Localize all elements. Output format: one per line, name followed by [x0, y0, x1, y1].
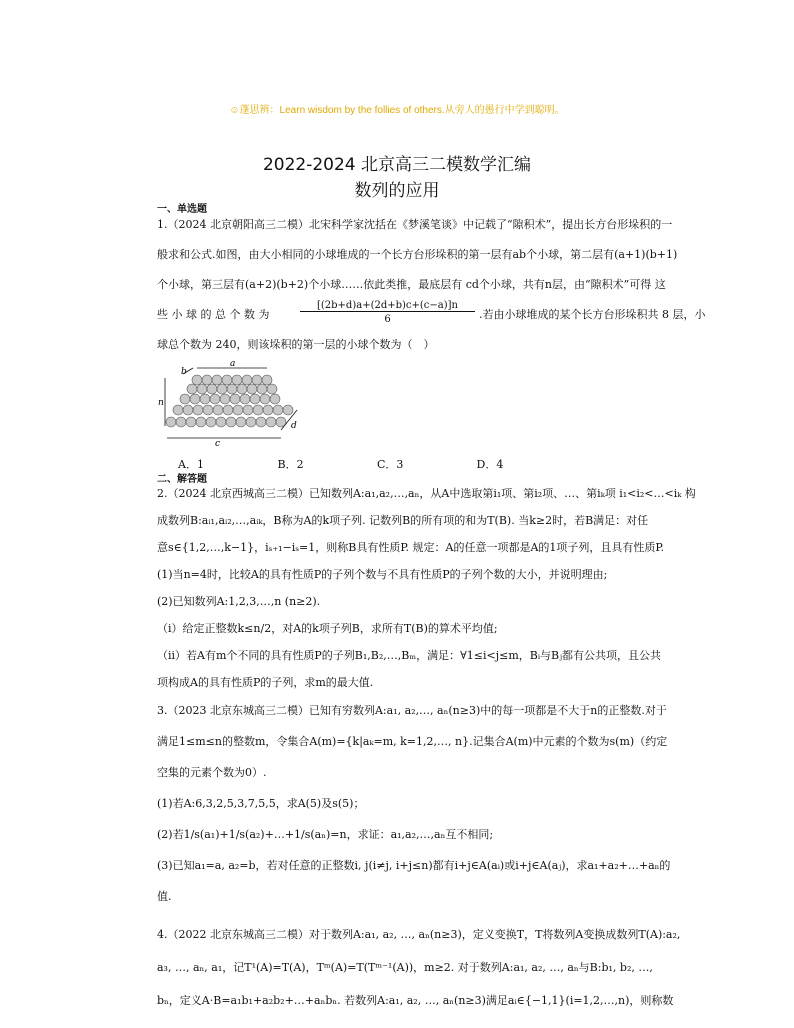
q3-line: 3.（2023 北京东城高三二模）已知有穷数列A:a₁, a₂,…, aₙ(n≥3)中的每一项都是不大于n的正整数.对于: [157, 704, 667, 717]
choice-a: A．1: [178, 458, 204, 471]
document-title: 2022-2024 北京高三二模数学汇编: [262, 155, 532, 175]
q2-line: (1)当n=4时，比较A的具有性质P的子列个数与不具有性质P的子列个数的大小，并说明理由;: [157, 568, 608, 581]
q1-line: 球总个数为 240，则该垛积的第一层的小球个数为（ ）: [157, 338, 435, 351]
q2-line: 项构成A的具有性质P的子列，求m的最大值.: [157, 676, 374, 689]
question-1: [157, 210, 713, 360]
q2-line: (2)已知数列A:1,2,3,…,n (n≥2).: [157, 595, 321, 608]
choice-d: D．4: [476, 458, 504, 471]
q3-line: (3)已知a₁=a, a₂=b，若对任意的正整数i, j(i≠j, i+j≤n)都有i+j∈A(aᵢ)或i+j∈A(aⱼ)，求a₁+a₂+…+aₙ的: [157, 859, 671, 872]
choice-c: C．3: [377, 458, 404, 471]
question-3: [157, 695, 713, 912]
choice-b: B．2: [277, 458, 304, 471]
q1-line: 个小球，第三层有(a+2)(b+2)个小球……依此类推，最底层有 cd个小球，共有n层，由“隙积术”可得 这: [157, 278, 666, 291]
label-c: c: [215, 439, 221, 448]
label-b: b: [181, 367, 187, 377]
q3-line: 值.: [157, 890, 172, 903]
q4-line: bₙ，定义A·B=a₁b₁+a₂b₂+…+aₙbₙ. 若数列A:a₁, a₂, …, aₙ(n≥3)满足aᵢ∈{−1,1}(i=1,2,…,n)，则称数: [157, 994, 674, 1007]
section-answer: 二、解答题: [157, 474, 207, 485]
q3-line: (1)若A:6,3,2,5,3,7,5,5，求A(5)及s(5)；: [157, 797, 365, 810]
q1-choices: [178, 456, 573, 472]
label-a: a: [230, 360, 236, 369]
section-single-choice: 一、单选题: [157, 204, 207, 215]
q3-line: 空集的元素个数为0）.: [157, 766, 267, 779]
sum-formula: [300, 300, 475, 325]
ball-pile-figure: [157, 360, 299, 448]
question-4: [157, 918, 713, 1017]
question-2: [157, 480, 713, 696]
q4-line: 4.（2022 北京东城高三二模）对于数列A:a₁, a₂, …, aₙ(n≥3)，定义变换T，T将数列A变换成数列T(A):a₂,: [157, 928, 681, 941]
q2-line: （i）给定正整数k≤n/2，对A的k项子列B，求所有T(B)的算术平均值;: [157, 622, 498, 635]
q2-line: 2.（2024 北京西城高三二模）已知数列A:a₁,a₂,…,aₙ，从A中选取第i₁项、第i₂项、…、第iₖ项 i₁<i₂<…<iₖ 构: [157, 487, 696, 500]
q3-line: 满足1≤m≤n的整数m，令集合A(m)={k|aₖ=m, k=1,2,…, n}.记集合A(m)中元素的个数为s(m)（约定: [157, 735, 668, 748]
q2-line: 意s∈{1,2,…,k−1}，iₛ₊₁−iₛ=1，则称B具有性质P. 规定：A的任意一项都是A的1项子列，且具有性质P.: [157, 541, 665, 554]
label-n: n: [158, 398, 164, 408]
q2-line: 成数列B:aᵢ₁,aᵢ₂,…,aᵢₖ，B称为A的k项子列. 记数列B的所有项的和为T(B). 当k≥2时，若B满足：对任: [157, 514, 649, 527]
formula-numerator: [(2b+d)a+(2d+b)c+(c−a)]n: [300, 300, 475, 312]
label-d: d: [291, 421, 297, 431]
q1-line: 1.（2024 北京朝阳高三二模）北宋科学家沈括在《梦溪笔谈》中记载了“隙积术”，提出长方台形垛积的一: [157, 218, 673, 231]
q1-line-left: 些 小 球 的 总 个 数 为: [157, 308, 270, 321]
q1-line-right: .若由小球堆成的某个长方台形垛积共 8 层，小: [479, 308, 706, 321]
q4-line: a₃, …, aₙ, a₁，记T¹(A)=T(A)，Tᵐ(A)=T(Tᵐ⁻¹(A))，m≥2. 对于数列A:a₁, a₂, …, aₙ与B:b₁, b₂, …,: [157, 961, 653, 974]
motto-banner: ☺蓬思辨：Learn wisdom by the follies of others.从旁人的愚行中学到聪明。: [229, 105, 565, 116]
q3-line: (2)若1/s(a₁)+1/s(a₂)+…+1/s(aₙ)=n，求证：a₁,a₂,…,aₙ互不相同;: [157, 828, 494, 841]
q2-line: （ii）若A有m个不同的具有性质P的子列B₁,B₂,…,Bₘ，满足：∀1≤i<j≤m，Bᵢ与Bⱼ都有公共项，且公共: [157, 649, 662, 662]
formula-denominator: 6: [384, 314, 391, 325]
document-subtitle: 数列的应用: [354, 181, 440, 201]
q1-line: 般求和公式.如图，由大小相同的小球堆成的一个长方台形垛积的第一层有ab个小球，第二层有(a+1)(b+1): [157, 248, 678, 261]
